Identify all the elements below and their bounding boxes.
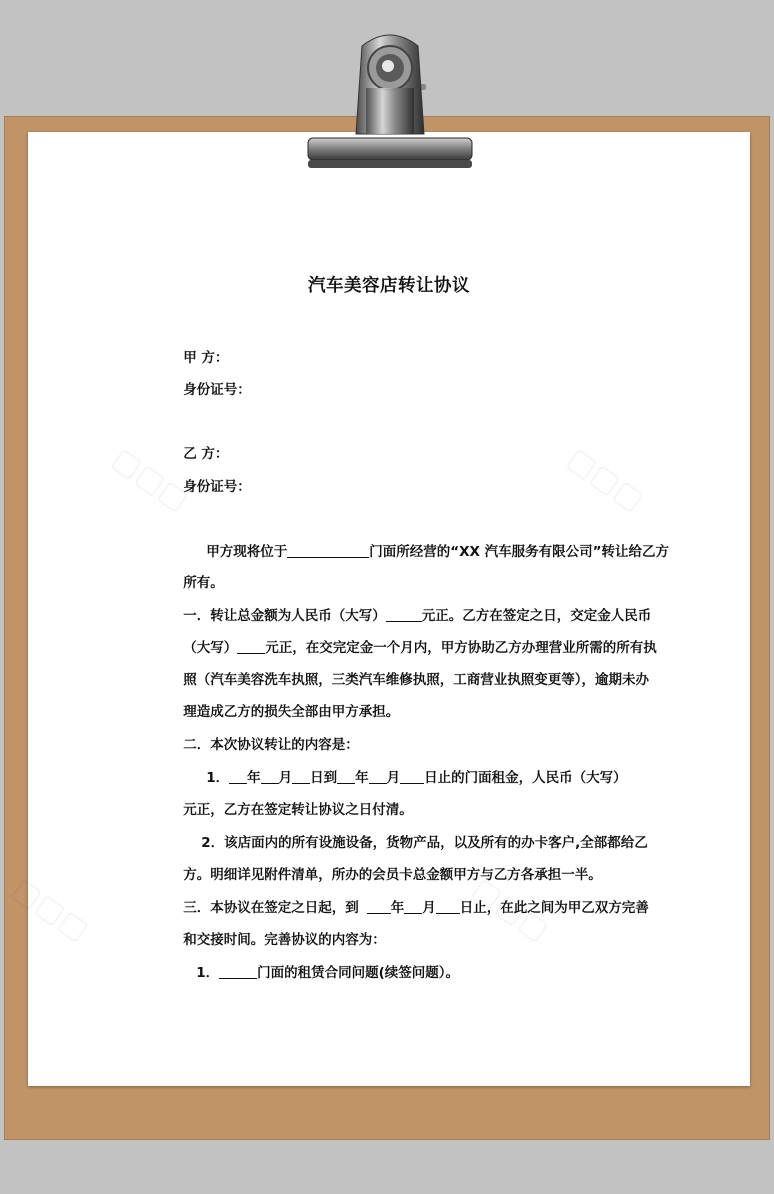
party-a-id-label: 身份证号：	[183, 382, 251, 398]
document-title: 汽车美容店转让协议	[308, 276, 470, 296]
month-blank	[404, 899, 422, 914]
section-1-text-c: （大写）	[183, 640, 238, 656]
rent-payment-text: 元正，乙方在签定转让协议之日付清。	[183, 802, 413, 818]
binder-clip-icon	[300, 26, 480, 176]
watermark	[561, 441, 651, 518]
day-to-label: 日到	[310, 770, 338, 786]
equipment-text: 2．该店面内的所有设施设备，货物产品，以及所有的办卡客户,全部都给乙	[201, 835, 648, 851]
section-3-text-b: 日止，在此之间为甲乙双方完善	[459, 900, 649, 916]
section-3-text-a: 三．本协议在签定之日起，到	[183, 900, 359, 916]
intro-text-b: 门面所经营的“XX 汽车服务有限公司”转让给乙方	[369, 544, 669, 560]
section-1-text-e: 照（汽车美容洗车执照，三类汽车维修执照，工商营业执照变更等），逾期未办	[183, 672, 649, 688]
party-b-id-label: 身份证号：	[183, 479, 251, 495]
party-b-id-field	[155, 459, 251, 511]
year-label: 年	[355, 770, 369, 786]
item-number: 1．	[196, 965, 220, 981]
document-paper	[28, 132, 750, 1086]
month-label: 月	[422, 900, 436, 916]
agreement-document	[28, 132, 750, 1086]
day-blank	[436, 899, 460, 914]
party-a-label: 甲 方：	[183, 350, 229, 366]
year-label: 年	[390, 900, 405, 916]
section-1-text-a: 一．转让总金额为人民币（大写）	[183, 608, 386, 624]
year-label: 年	[247, 770, 261, 786]
month-label: 月	[386, 770, 401, 786]
location-blank	[287, 543, 369, 558]
item-number: 1．	[206, 770, 230, 786]
party-b-label: 乙 方：	[183, 446, 229, 462]
section-1-text-f: 理造成乙方的损失全部由甲方承担。	[183, 704, 400, 720]
section-1-text-d: 元正，在交完定金一个月内，甲方协助乙方办理营业所需的所有执	[265, 640, 657, 656]
lease-blank	[219, 964, 257, 979]
month-label: 月	[278, 770, 293, 786]
section-3-text-c: 和交接时间。完善协议的内容为：	[183, 932, 386, 948]
rent-text: 日止的门面租金，人民币（大写）	[424, 770, 627, 786]
member-card-text: 方。明细详见附件清单，所办的会员卡总金额甲方与乙方各承担一半。	[183, 867, 602, 883]
lease-text: 门面的租赁合同问题(续签问题）。	[257, 965, 460, 981]
intro-text-a: 甲方现将位于	[206, 544, 288, 560]
section-2-heading-text: 二．本次协议转让的内容是：	[183, 737, 359, 753]
section-3-item-1	[168, 943, 459, 1003]
party-a-id-field	[155, 362, 251, 414]
section-1-text-b: 元正。乙方在签定之日，交定金人民币	[421, 608, 652, 624]
intro-text-c: 所有。	[183, 575, 224, 591]
intro-line-1	[178, 522, 669, 582]
